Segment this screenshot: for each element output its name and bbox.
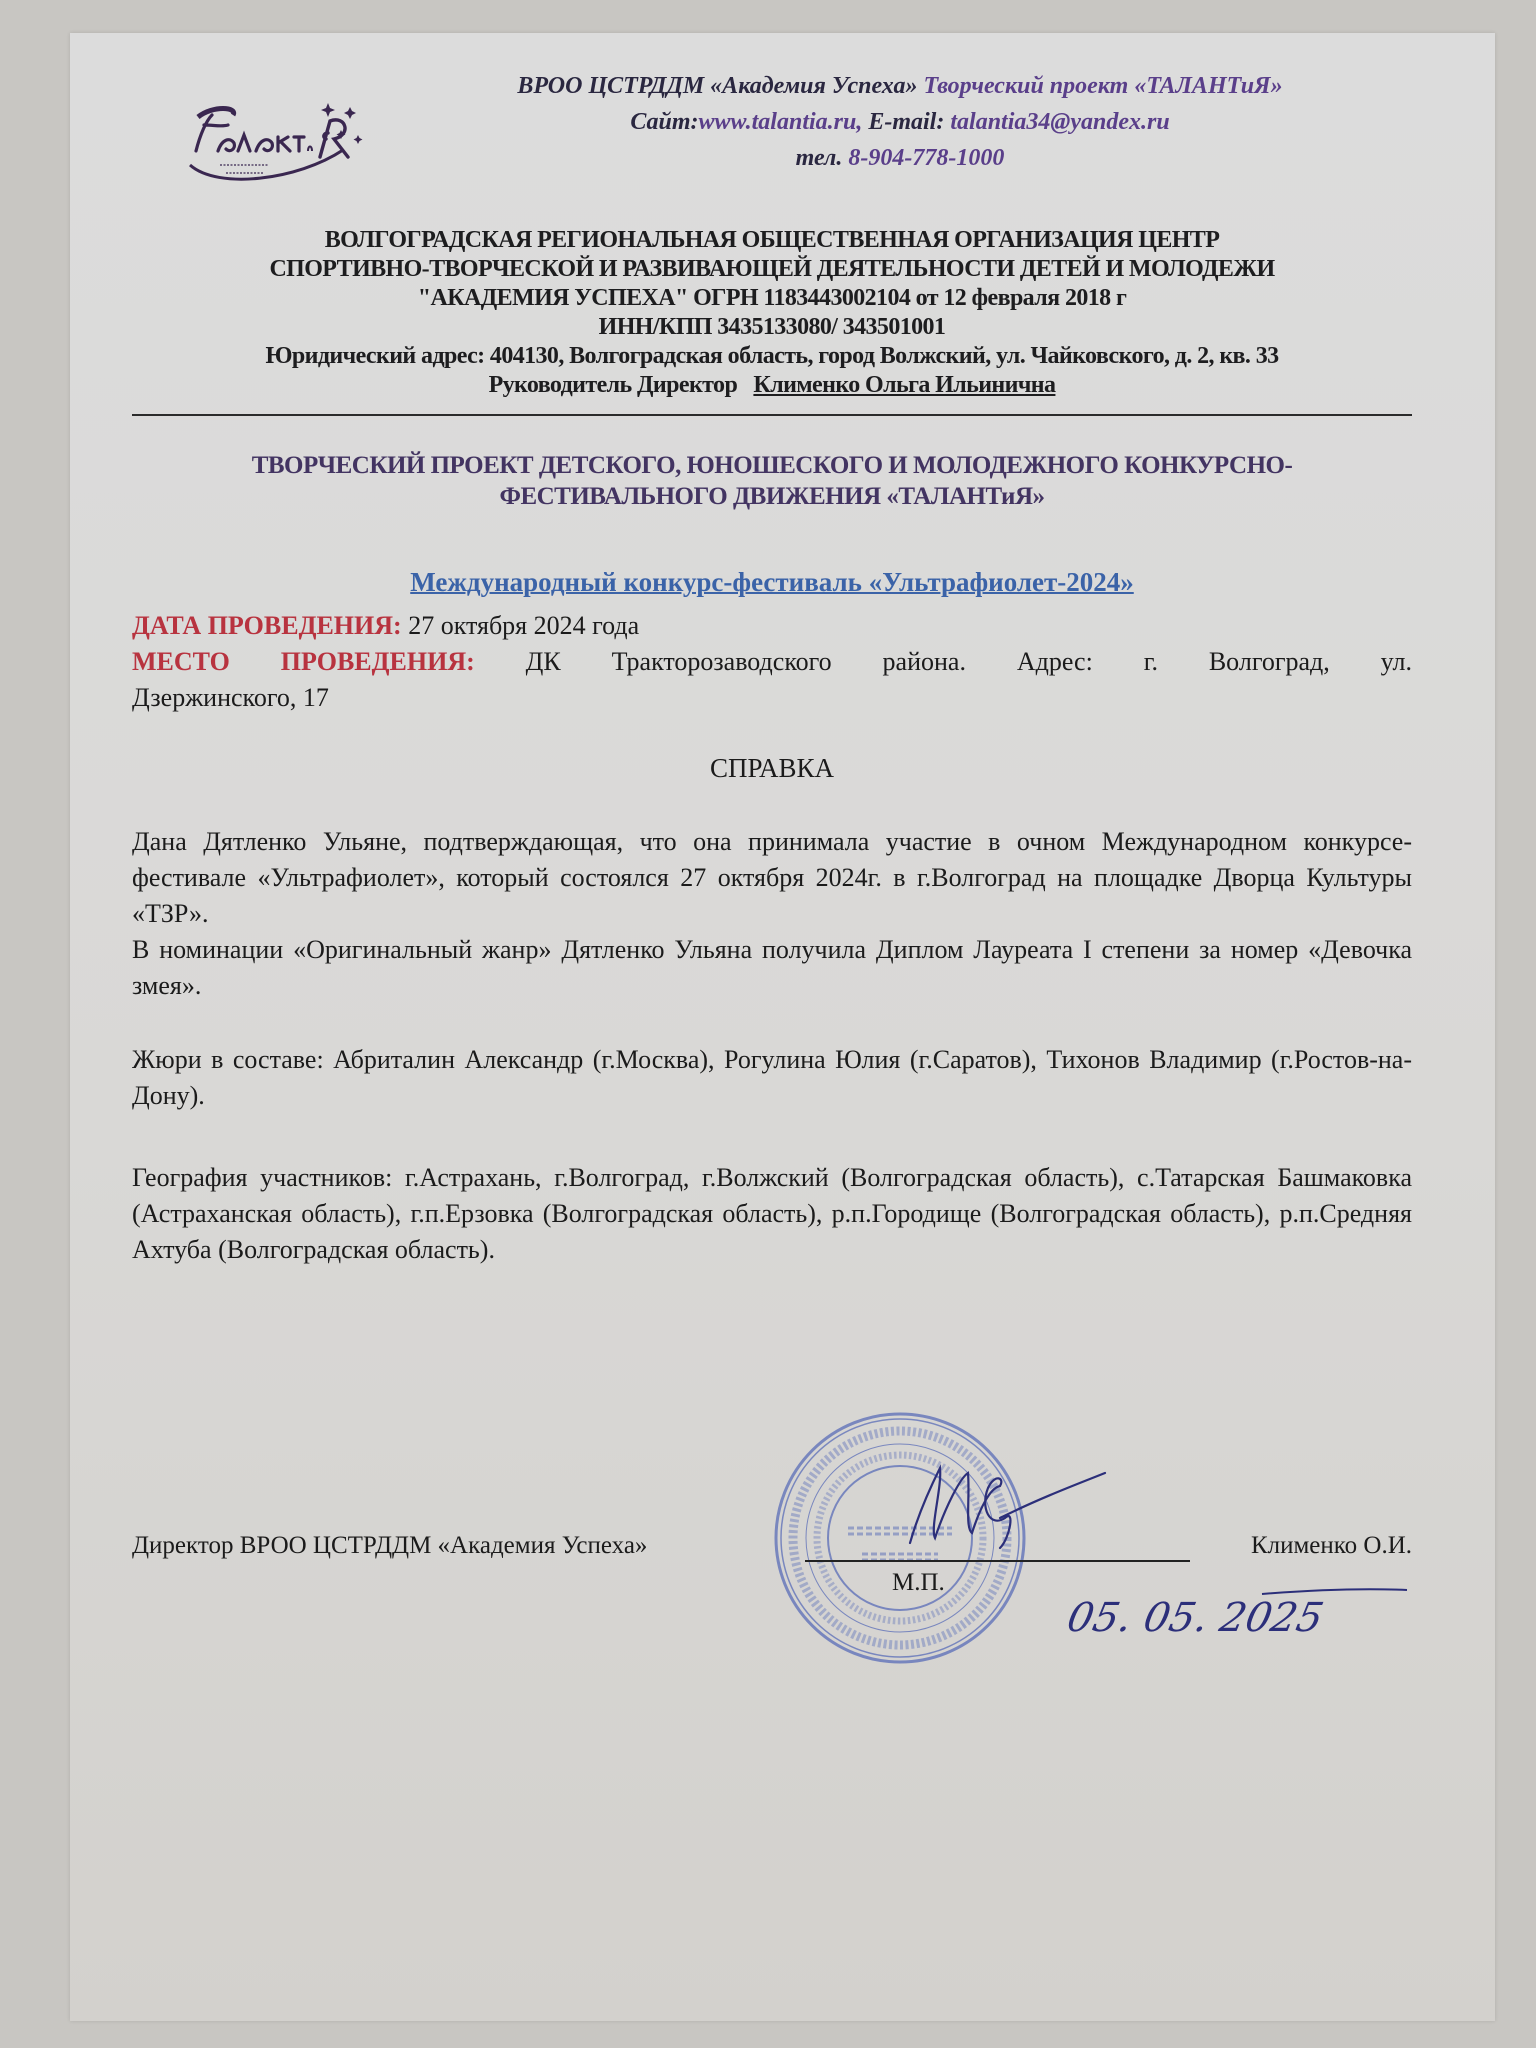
certificate-paragraph — [132, 824, 1412, 1004]
document-heading: СПРАВКА — [709, 753, 835, 783]
project-title-line-1: ТВОРЧЕСКИЙ ПРОЕКТ ДЕТСКОГО, ЮНОШЕСКОГО И МОЛОДЕЖНОГО КОНКУРСНО- — [251, 452, 1293, 479]
place-label: МЕСТО ПРОВЕДЕНИЯ: — [132, 647, 475, 676]
document-body — [132, 226, 1412, 1641]
org-ogrn-line: "АКАДЕМИЯ УСПЕХА" ОГРН 1183443002104 от 12 февраля 2018 г — [417, 285, 1127, 311]
org-inn-kpp: ИНН/КПП 3435133080/ 343501001 — [598, 314, 946, 340]
certificate-text: Дана Дятленко Ульяне, подтверждающая, что она принимала участие в очном Международном конкурсе-фестивале «Ультрафиолет», который состоялся 27 октября 2024г. в г.Волгоград на площадке Дворца Культуры «ТЗР». — [132, 827, 1412, 928]
org-head-label: Руководитель Директор — [488, 372, 738, 398]
event-place-cont: Дзержинского, 17 — [132, 683, 329, 712]
festival-title: Международный конкурс-фестиваль «Ультрафиолет-2024» — [410, 567, 1134, 597]
handwritten-date-text: 05. 05. 2025 — [1063, 1593, 1328, 1641]
phone-label: тел. — [795, 145, 843, 171]
signatory-name: Клименко О.И. — [1250, 1532, 1412, 1559]
letterhead-contacts — [400, 68, 1400, 176]
event-info — [132, 608, 1412, 716]
date-label: ДАТА ПРОВЕДЕНИЯ: — [132, 611, 402, 640]
talantiya-logo — [178, 95, 368, 195]
phone-number: 8-904-778-1000 — [848, 145, 1005, 171]
org-name-line-2: СПОРТИВНО-ТВОРЧЕСКОЙ И РАЗВИВАЮЩЕЙ ДЕЯТЕЛЬНОСТИ ДЕТЕЙ И МОЛОДЕЖИ — [269, 256, 1275, 282]
seal-mark: М.П. — [892, 1569, 945, 1596]
geography-paragraph: География участников: г.Астрахань, г.Волгоград, г.Волжский (Волгоградская область), с.Татарская Башмаковка (Астраханская область), г.п.Ерзовка (Волгоградская область), р.п.Городище (Волгоградская область), р.п.Средняя Ахтуба (Волгоградская область). — [132, 1163, 1412, 1264]
event-date — [132, 608, 1412, 644]
org-legal-address: Юридический адрес: 404130, Волгоградская область, город Волжский, ул. Чайковского, д. 2, кв. 33 — [265, 343, 1279, 369]
org-short-name: ВРОО ЦСТРДДМ «Академия Успеха» — [517, 73, 918, 99]
letterhead-line-1 — [400, 68, 1400, 104]
signature-area — [132, 1438, 1412, 1641]
handwritten-date-drawing — [1062, 1576, 1412, 1656]
signature-rule — [805, 1560, 1190, 1562]
signatory-position: Директор ВРОО ЦСТРДДМ «Академия Успеха» — [132, 1532, 648, 1559]
project-title-line-2: ФЕСТИВАЛЬНОГО ДВИЖЕНИЯ «ТАЛАНТиЯ» — [499, 483, 1045, 510]
event-place — [132, 644, 1412, 680]
handwritten-signature — [880, 1448, 1110, 1558]
award-text: В номинации «Оригинальный жанр» Дятленко Ульяна получила Диплом Лауреата I степени за номер «Девочка змея». — [132, 935, 1412, 1000]
date-value: 27 октября 2024 года — [408, 611, 640, 640]
letterhead-line-2: Сайт:www.talantia.ru, E-mail: talantia34@yandex.ru — [630, 109, 1170, 135]
organization-details — [110, 226, 1434, 400]
place-value: ДК Тракторозаводского района. Адрес: г. Волгоград, ул. — [525, 647, 1412, 676]
header-divider — [132, 414, 1412, 416]
org-name-line-1: ВОЛГОГРАДСКАЯ РЕГИОНАЛЬНАЯ ОБЩЕСТВЕННАЯ ОРГАНИЗАЦИЯ ЦЕНТР — [324, 227, 1220, 253]
site-link[interactable]: www.talantia.ru, — [698, 109, 863, 135]
org-head — [110, 371, 1434, 400]
site-label: Сайт: — [630, 109, 699, 135]
handwritten-date — [1062, 1576, 1412, 1656]
email-link[interactable]: talantia34@yandex.ru — [950, 109, 1170, 135]
jury-paragraph: Жюри в составе: Абриталин Александр (г.Москва), Рогулина Юлия (г.Саратов), Тихонов Владимир (г.Ростов-на-Дону). — [132, 1045, 1412, 1110]
email-label: E-mail — [868, 109, 937, 135]
letterhead-line-3 — [400, 140, 1400, 176]
signature-line — [132, 1528, 1412, 1564]
org-head-name: Клименко Ольга Ильинична — [753, 372, 1056, 398]
project-title — [132, 450, 1412, 512]
project-label: Творческий проект «ТАЛАНТиЯ» — [923, 73, 1283, 99]
